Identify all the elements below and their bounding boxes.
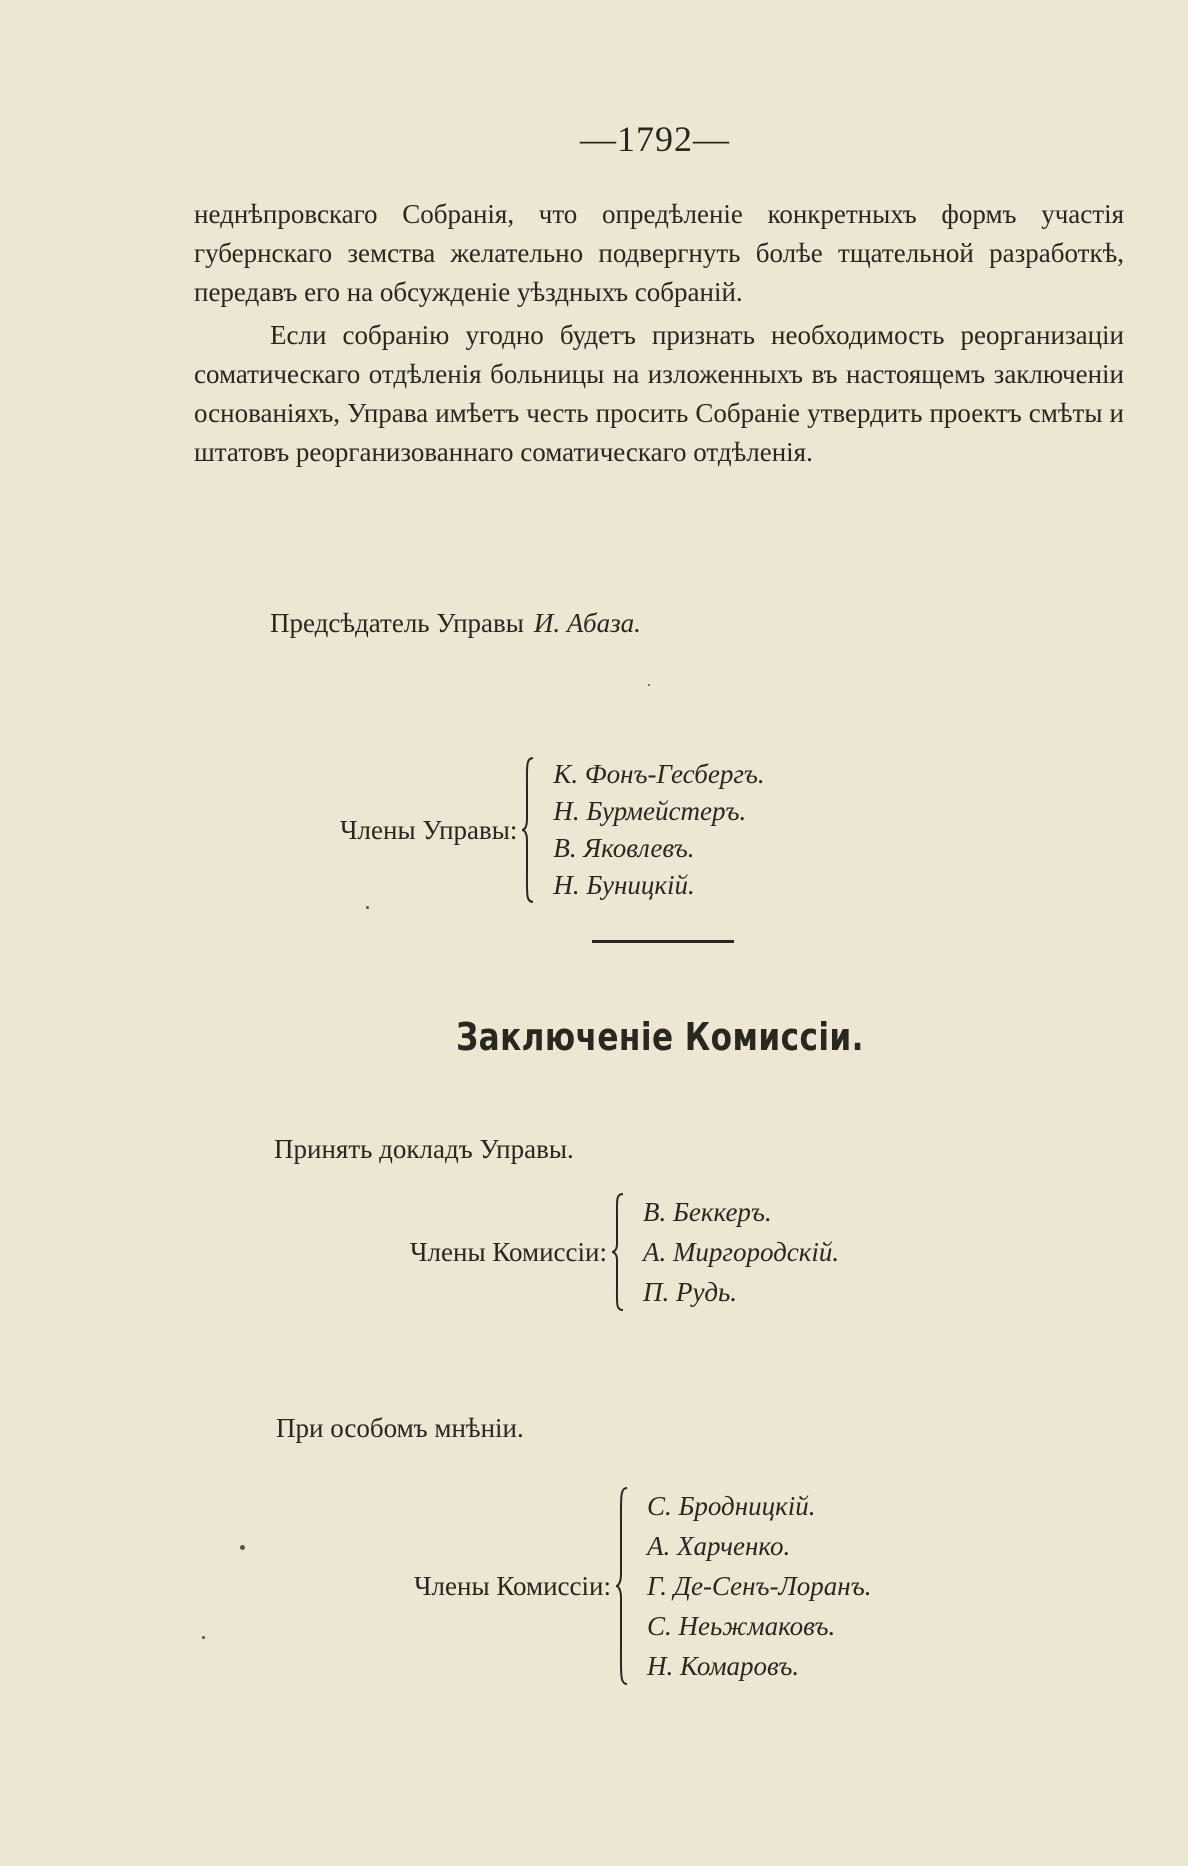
paper-speck xyxy=(240,1545,245,1550)
member-name: Н. Бурмейстеръ. xyxy=(553,796,747,826)
page-number: —1792— xyxy=(580,119,730,159)
special-opinion: При особомъ мнѣніи. xyxy=(276,1413,524,1443)
curly-brace-icon xyxy=(521,756,535,904)
commission-heading: Заключеніе Комиссіи. xyxy=(456,1015,864,1059)
signature-label: Предсѣдатель Управы xyxy=(270,608,524,638)
member-names xyxy=(643,1192,839,1312)
paragraph: Если собранію угодно будетъ признать необходимость реорганизаціи соматическаго отдѣленія больницы на изложенныхъ въ настоящемъ заключеніи основаніяхъ, Управа имѣетъ честь просить Собраніе утвердить проектъ смѣты и штатовъ реорганизованнаго соматическаго отдѣленія. xyxy=(194,320,1124,467)
paper-speck xyxy=(366,906,369,909)
signature-name: И. Абаза. xyxy=(533,608,641,638)
paragraph: неднѣпровскаго Собранія, что опредѣленіе конкретныхъ формъ участія губернскаго земства желательно подвергнуть болѣе тщательной разработкѣ, передавъ его на обсужденіе уѣздныхъ собраній. xyxy=(194,199,1124,307)
paper-speck xyxy=(648,684,650,686)
member-name: В. Беккеръ. xyxy=(642,1197,772,1227)
members-label: Члены Комиссіи: xyxy=(410,1236,607,1267)
section-divider xyxy=(592,940,734,943)
member-name: Н. Комаровъ. xyxy=(646,1651,800,1681)
commission-members xyxy=(410,1192,839,1312)
uprava-members xyxy=(340,756,765,904)
member-names xyxy=(553,756,764,904)
members-label: Члены Управы: xyxy=(340,814,518,845)
member-name: П. Рудь. xyxy=(642,1277,738,1307)
member-name: В. Яковлевъ. xyxy=(553,833,695,863)
member-names xyxy=(647,1486,872,1686)
member-name: С. Бродницкій. xyxy=(646,1491,816,1521)
paper-speck xyxy=(202,1636,205,1639)
chairman-signature xyxy=(270,608,641,639)
member-name: А. Миргородскій. xyxy=(642,1237,840,1267)
member-name: Н. Буницкій. xyxy=(553,870,695,900)
member-name: Г. Де-Сенъ-Лоранъ. xyxy=(646,1571,872,1601)
member-name: К. Фонъ-Гесбергъ. xyxy=(553,759,765,789)
member-name: А. Харченко. xyxy=(646,1531,791,1561)
body-text xyxy=(194,195,1124,472)
commission-resolution: Принять докладъ Управы. xyxy=(274,1134,574,1164)
member-name: С. Неьжмаковъ. xyxy=(646,1611,836,1641)
curly-brace-icon xyxy=(615,1486,629,1686)
members-label: Члены Комиссіи: xyxy=(414,1570,611,1601)
curly-brace-icon xyxy=(611,1192,625,1312)
special-opinion-members xyxy=(414,1486,871,1686)
